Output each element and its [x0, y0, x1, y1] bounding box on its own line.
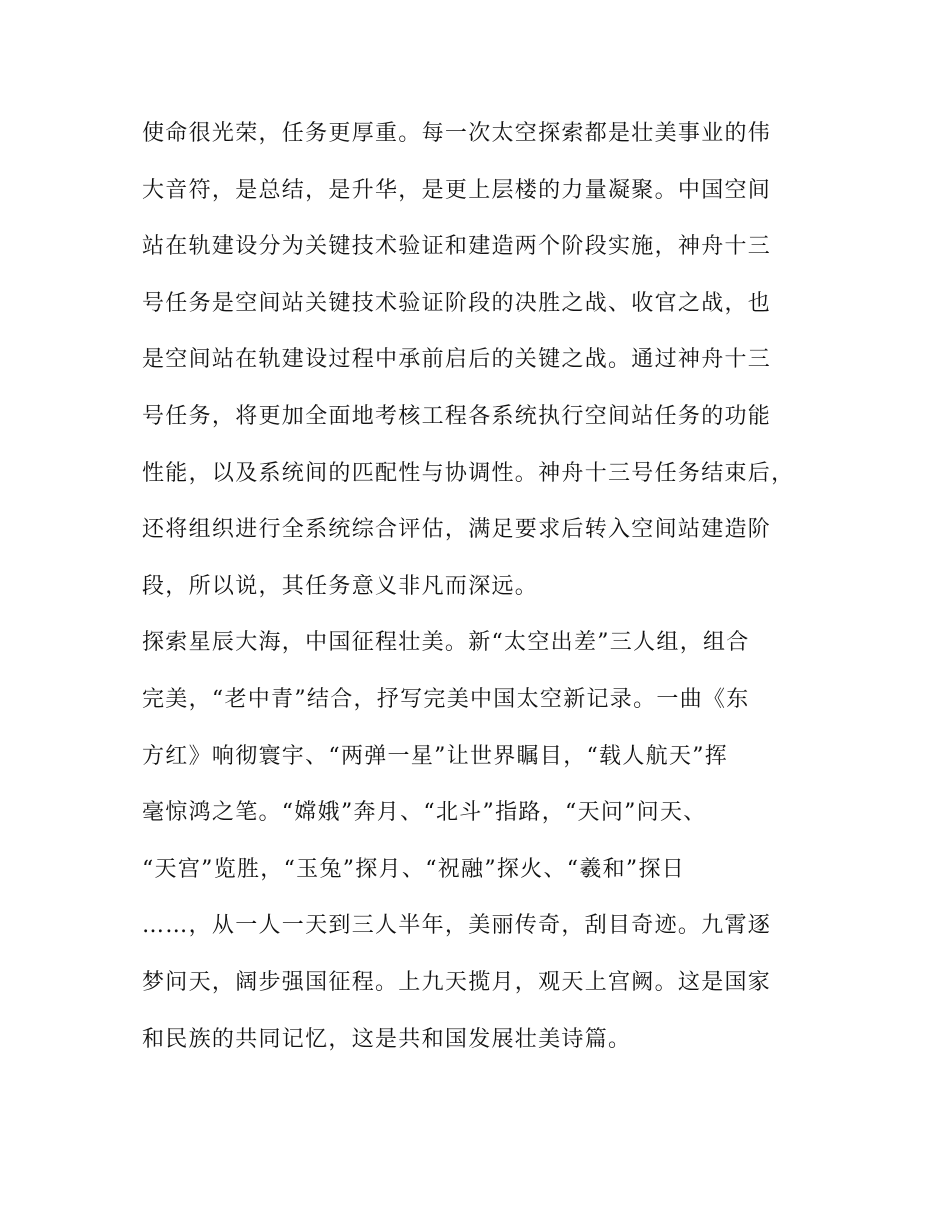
- text-line: 完美，“老中青”结合，抒写完美中国太空新记录。一曲《东: [142, 686, 750, 712]
- text-line: 使命很光荣，任务更厚重。每一次太空探索都是壮美事业的伟: [142, 121, 772, 146]
- text-line: 性能，以及系统间的匹配性与协调性。神舟十三号任务结束后，: [142, 460, 795, 486]
- text-line: 梦问天，阔步强国征程。上九天揽月，观天上宫阙。这是国家: [142, 969, 772, 995]
- article-body: [142, 106, 822, 1068]
- text-line: ……，从一人一天到三人半年，美丽传奇，刮目奇迹。九霄逐: [142, 913, 772, 939]
- text-line: 号任务，将更加全面地考核工程各系统执行空间站任务的功能: [142, 403, 772, 429]
- text-line: 毫惊鸿之笔。“嫦娥”奔月、“北斗”指路，“天问”问天、: [142, 800, 707, 826]
- text-line: 方红》响彻寰宇、“两弹一星”让世界瞩目，“载人航天”挥: [142, 743, 729, 769]
- text-line: 还将组织进行全系统综合评估，满足要求后转入空间站建造阶: [142, 517, 772, 543]
- text-line: 探索星辰大海，中国征程壮美。新“太空出差”三人组，组合: [142, 630, 750, 656]
- text-line: 是空间站在轨建设过程中承前启后的关键之战。通过神舟十三: [142, 347, 772, 373]
- text-line: 段，所以说，其任务意义非凡而深远。: [142, 573, 539, 599]
- text-line: 号任务是空间站关键技术验证阶段的决胜之战、收官之战，也: [142, 290, 772, 316]
- text-line: 站在轨建设分为关键技术验证和建造两个阶段实施，神舟十三: [142, 234, 772, 260]
- text-line: 大音符，是总结，是升华，是更上层楼的力量凝聚。中国空间: [142, 177, 772, 203]
- text-line: 和民族的共同记忆，这是共和国发展壮美诗篇。: [142, 1026, 632, 1052]
- text-line: “天宫”览胜，“玉兔”探月、“祝融”探火、“羲和”探日: [142, 856, 686, 882]
